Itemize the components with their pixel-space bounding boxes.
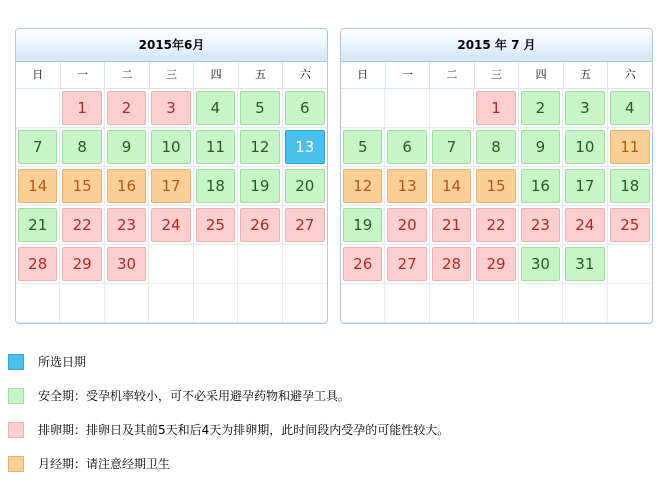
day-number[interactable]: 15 — [476, 169, 515, 203]
day-number[interactable]: 21 — [432, 208, 471, 242]
day-cell[interactable] — [385, 245, 429, 284]
day-cell[interactable] — [608, 128, 652, 167]
weekday-label: 四 — [519, 62, 564, 88]
empty-cell — [283, 245, 327, 284]
day-number[interactable]: 7 — [432, 130, 471, 164]
day-cell[interactable] — [563, 167, 607, 206]
empty-cell — [105, 284, 149, 323]
day-cell[interactable] — [149, 206, 193, 245]
day-number[interactable]: 27 — [285, 208, 325, 242]
empty-cell — [238, 284, 282, 323]
empty-cell — [474, 284, 518, 323]
day-number[interactable]: 25 — [610, 208, 650, 242]
day-cell[interactable] — [105, 245, 149, 284]
day-cell[interactable] — [563, 245, 607, 284]
day-cell[interactable] — [385, 128, 429, 167]
day-number[interactable]: 23 — [107, 208, 146, 242]
day-cell[interactable] — [16, 245, 60, 284]
day-cell[interactable] — [105, 206, 149, 245]
day-cell[interactable] — [194, 206, 238, 245]
legend-selected — [8, 352, 648, 374]
day-number[interactable]: 14 — [18, 169, 57, 203]
day-cell[interactable] — [474, 89, 518, 128]
day-cell[interactable] — [238, 167, 282, 206]
empty-cell — [608, 284, 652, 323]
day-number[interactable]: 24 — [151, 208, 190, 242]
day-cell[interactable] — [519, 167, 563, 206]
weekday-label: 日 — [16, 62, 61, 88]
day-number[interactable]: 9 — [521, 130, 560, 164]
empty-cell — [16, 89, 60, 128]
day-number[interactable]: 28 — [432, 247, 471, 281]
day-cell[interactable] — [341, 245, 385, 284]
weekday-label: 五 — [564, 62, 609, 88]
day-grid — [16, 89, 327, 323]
day-cell[interactable] — [608, 206, 652, 245]
day-cell[interactable] — [341, 206, 385, 245]
day-cell[interactable] — [341, 167, 385, 206]
day-number[interactable]: 20 — [285, 169, 325, 203]
legend-menstruation — [8, 454, 648, 476]
day-cell[interactable] — [16, 206, 60, 245]
day-number[interactable]: 22 — [62, 208, 101, 242]
day-cell[interactable] — [608, 167, 652, 206]
day-number[interactable]: 26 — [240, 208, 279, 242]
day-number[interactable]: 25 — [196, 208, 235, 242]
day-number[interactable]: 12 — [343, 169, 382, 203]
legend-swatch — [8, 354, 24, 370]
day-number[interactable]: 19 — [343, 208, 382, 242]
day-cell[interactable] — [60, 128, 104, 167]
day-number[interactable]: 8 — [476, 130, 515, 164]
empty-cell — [385, 89, 429, 128]
day-cell[interactable] — [430, 167, 474, 206]
empty-cell — [238, 245, 282, 284]
calendar-title: 2015年6月 — [16, 29, 327, 62]
day-cell[interactable] — [430, 128, 474, 167]
day-number[interactable]: 16 — [107, 169, 146, 203]
day-cell[interactable] — [238, 206, 282, 245]
day-cell[interactable] — [283, 89, 327, 128]
empty-cell — [60, 284, 104, 323]
day-number[interactable]: 4 — [610, 91, 650, 125]
day-number[interactable]: 2 — [107, 91, 146, 125]
day-number[interactable]: 16 — [521, 169, 560, 203]
day-number[interactable]: 26 — [343, 247, 382, 281]
day-cell[interactable] — [283, 167, 327, 206]
day-cell[interactable] — [60, 206, 104, 245]
day-number[interactable]: 5 — [343, 130, 382, 164]
empty-cell — [430, 284, 474, 323]
day-cell[interactable] — [194, 128, 238, 167]
weekday-label: 二 — [105, 62, 150, 88]
day-number[interactable]: 5 — [240, 91, 279, 125]
day-cell[interactable] — [60, 245, 104, 284]
empty-cell — [385, 284, 429, 323]
empty-cell — [430, 89, 474, 128]
day-cell[interactable] — [385, 167, 429, 206]
day-number[interactable]: 30 — [107, 247, 146, 281]
legend-text: 所选日期 — [38, 355, 87, 369]
day-number[interactable]: 29 — [476, 247, 515, 281]
weekday-label: 六 — [299, 68, 311, 81]
day-cell[interactable] — [430, 206, 474, 245]
day-cell[interactable] — [519, 128, 563, 167]
day-cell[interactable] — [60, 167, 104, 206]
day-cell[interactable] — [149, 167, 193, 206]
empty-cell — [194, 245, 238, 284]
day-cell[interactable] — [105, 89, 149, 128]
day-cell[interactable] — [341, 128, 385, 167]
day-number[interactable]: 20 — [387, 208, 426, 242]
day-cell[interactable] — [105, 167, 149, 206]
day-cell[interactable] — [474, 128, 518, 167]
day-cell[interactable] — [563, 206, 607, 245]
day-cell[interactable] — [385, 206, 429, 245]
day-cell[interactable] — [105, 128, 149, 167]
calendar-july — [340, 28, 653, 324]
day-number[interactable]: 27 — [387, 247, 426, 281]
weekday-label: 五 — [239, 62, 284, 88]
day-number[interactable]: 22 — [476, 208, 515, 242]
legend-ovulation — [8, 420, 648, 442]
legend-text: 排卵期：排卵日及其前5天和后4天为排卵期，此时间段内受孕的可能性较大。 — [38, 423, 450, 437]
day-number[interactable]: 1 — [476, 91, 515, 125]
day-number[interactable]: 17 — [151, 169, 190, 203]
day-cell[interactable] — [519, 206, 563, 245]
day-cell[interactable] — [149, 89, 193, 128]
day-number[interactable]: 6 — [387, 130, 426, 164]
weekday-label: 一 — [386, 62, 431, 88]
day-cell[interactable] — [519, 245, 563, 284]
day-number[interactable]: 10 — [565, 130, 604, 164]
day-number[interactable]: 1 — [62, 91, 101, 125]
day-number[interactable]: 4 — [196, 91, 235, 125]
weekday-header-row — [341, 62, 652, 89]
legend-safe — [8, 386, 648, 408]
empty-cell — [194, 284, 238, 323]
legend-swatch — [8, 422, 24, 438]
weekday-label: 二 — [430, 62, 475, 88]
legend-text: 安全期：受孕机率较小，可不必采用避孕药物和避孕工具。 — [38, 389, 351, 403]
legend-swatch — [8, 388, 24, 404]
day-number[interactable]: 30 — [521, 247, 560, 281]
day-cell[interactable] — [238, 128, 282, 167]
day-cell[interactable] — [238, 89, 282, 128]
day-number[interactable]: 3 — [151, 91, 190, 125]
legend-swatch — [8, 456, 24, 472]
day-number[interactable]: 23 — [521, 208, 560, 242]
day-cell[interactable] — [430, 245, 474, 284]
day-cell[interactable] — [194, 89, 238, 128]
day-cell[interactable] — [474, 206, 518, 245]
day-cell[interactable] — [16, 128, 60, 167]
empty-cell — [149, 245, 193, 284]
empty-cell — [608, 245, 652, 284]
day-number[interactable]: 31 — [565, 247, 604, 281]
day-cell[interactable] — [563, 89, 607, 128]
day-cell[interactable] — [563, 128, 607, 167]
calendar-title: 2015 年 7 月 — [341, 29, 652, 62]
weekday-header-row — [16, 62, 327, 89]
day-cell[interactable] — [283, 206, 327, 245]
day-grid — [341, 89, 652, 323]
day-cell[interactable] — [60, 89, 104, 128]
calendar-june — [15, 28, 328, 324]
day-number[interactable]: 6 — [285, 91, 325, 125]
empty-cell — [341, 284, 385, 323]
day-number[interactable]: 18 — [610, 169, 650, 203]
day-cell[interactable] — [608, 89, 652, 128]
day-number[interactable]: 18 — [196, 169, 235, 203]
day-number[interactable]: 13 — [285, 130, 325, 164]
day-number[interactable]: 10 — [151, 130, 190, 164]
weekday-label: 六 — [624, 68, 636, 81]
weekday-label: 日 — [341, 62, 386, 88]
day-number[interactable]: 11 — [196, 130, 235, 164]
day-cell[interactable] — [16, 167, 60, 206]
day-number[interactable]: 7 — [18, 130, 57, 164]
weekday-label: 一 — [61, 62, 106, 88]
weekday-label: 三 — [150, 62, 195, 88]
empty-cell — [16, 284, 60, 323]
day-cell[interactable] — [519, 89, 563, 128]
day-number[interactable]: 12 — [240, 130, 279, 164]
empty-cell — [519, 284, 563, 323]
day-cell[interactable] — [149, 128, 193, 167]
day-number[interactable]: 19 — [240, 169, 279, 203]
weekday-label: 三 — [475, 62, 520, 88]
day-number[interactable]: 14 — [432, 169, 471, 203]
weekday-label: 四 — [194, 62, 239, 88]
day-number[interactable]: 11 — [610, 130, 650, 164]
empty-cell — [283, 284, 327, 323]
day-number[interactable]: 21 — [18, 208, 57, 242]
day-number[interactable]: 15 — [62, 169, 101, 203]
day-number[interactable]: 9 — [107, 130, 146, 164]
day-number[interactable]: 24 — [565, 208, 604, 242]
empty-cell — [341, 89, 385, 128]
day-number[interactable]: 2 — [521, 91, 560, 125]
day-cell[interactable] — [283, 128, 327, 167]
day-cell[interactable] — [194, 167, 238, 206]
day-number[interactable]: 29 — [62, 247, 101, 281]
day-number[interactable]: 13 — [387, 169, 426, 203]
day-number[interactable]: 8 — [62, 130, 101, 164]
day-number[interactable]: 17 — [565, 169, 604, 203]
day-number[interactable]: 28 — [18, 247, 57, 281]
day-cell[interactable] — [474, 167, 518, 206]
empty-cell — [149, 284, 193, 323]
day-number[interactable]: 3 — [565, 91, 604, 125]
empty-cell — [563, 284, 607, 323]
legend-text: 月经期：请注意经期卫生 — [38, 457, 171, 471]
day-cell[interactable] — [474, 245, 518, 284]
